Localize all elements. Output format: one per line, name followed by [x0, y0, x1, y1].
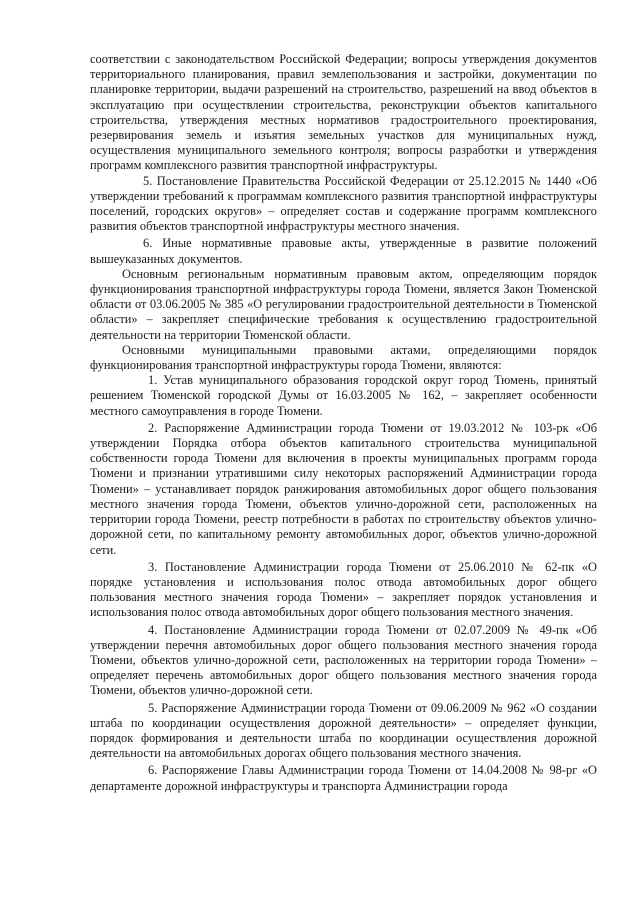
document-body [90, 52, 597, 794]
paragraph-municipal-4: 4. Постановление Администрации города Тюмени от 02.07.2009 № 49-пк «Об утверждении перечня автомобильных дорог общего пользования местного значения города Тюмени, объектов улично-дорожной сети, расположенных на территории города Тюмени» – определяет перечень автомобильных дорог общего пользования местного значения города Тюмени, объектов улично-дорожной сети. [90, 622, 597, 698]
paragraph-municipal-3: 3. Постановление Администрации города Тюмени от 25.06.2010 № 62-пк «О порядке установления и использования полос отвода автомобильных дорог общего пользования местного значения города Тюмени» – закрепляет порядок установления и использования полос отвода автомобильных дорог общего пользования местного значения. [90, 559, 597, 620]
paragraph-municipal-2: 2. Распоряжение Администрации города Тюмени от 19.03.2012 № 103-рк «Об утверждении Порядка отбора объектов капитального строительства муниципальной собственности города Тюмени для включения в проекты муниципальных программ города Тюмени и признании утратившими силу некоторых распоряжений Администрации города Тюмени» – устанавливает порядок ранжирования автомобильных дорог общего пользования местного значения города Тюмени, объектов улично-дорожной сети, расположенных на территории города Тюмени, реестр потребности в работах по строительству объектов улично-дорожной сети, по капитальному ремонту автомобильных дорог, объектов улично-дорожной сети. [90, 420, 597, 557]
paragraph-municipal-5: 5. Распоряжение Администрации города Тюмени от 09.06.2009 № 962 «О создании штаба по координации осуществления дорожной деятельности» – определяет функции, порядок формирования и деятельности штаба по координации осуществления дорожной деятельности на автомобильных дорогах общего пользования местного значения. [90, 700, 597, 761]
paragraph-municipal-6: 6. Распоряжение Главы Администрации города Тюмени от 14.04.2008 № 98-рг «О департаменте дорожной инфраструктуры и транспорта Администрации города [90, 763, 597, 793]
paragraph-municipal-1: 1. Устав муниципального образования городской округ город Тюмень, принятый решением Тюменской городской Думы от 16.03.2005 № 162, – закрепляет особенности местного самоуправления в городе Тюмени. [90, 373, 597, 418]
paragraph-municipal-intro: Основными муниципальными правовыми актами, определяющими порядок функционирования транспортной инфраструктуры города Тюмени, являются: [90, 342, 597, 373]
paragraph-federal-5: 5. Постановление Правительства Российской Федерации от 25.12.2015 № 1440 «Об утверждении требований к программам комплексного развития транспортной инфраструктуры поселений, городских округов» – определяет состав и содержание программ комплексного развития объектов транспортной инфраструктуры местного значения. [90, 173, 597, 234]
paragraph-intro: соответствии с законодательством Российской Федерации; вопросы утверждения документов территориального планирования, правил землепользования и застройки, документации по планировке территории, выдачи разрешений на строительство, разрешений на ввод объектов в эксплуатацию при осуществлении строительства, реконструкции объектов капитального строительства, утверждения местных нормативов градостроительного проектирования, резервирования земель и изъятия земельных участков для муниципальных нужд, осуществления муниципального земельного контроля; вопросы разработки и утверждения программ комплексного развития транспортной инфраструктуры. [90, 52, 597, 173]
paragraph-federal-6: 6. Иные нормативные правовые акты, утвержденные в развитие положений вышеуказанных документов. [90, 236, 597, 266]
paragraph-regional: Основным региональным нормативным правовым актом, определяющим порядок функционирования транспортной инфраструктуры города Тюмени, является Закон Тюменской области от 03.06.2005 № 385 «О регулировании градостроительной деятельности в Тюменской области» – закрепляет специфические требования к осуществлению градостроительной деятельности на территории Тюменской области. [90, 266, 597, 342]
